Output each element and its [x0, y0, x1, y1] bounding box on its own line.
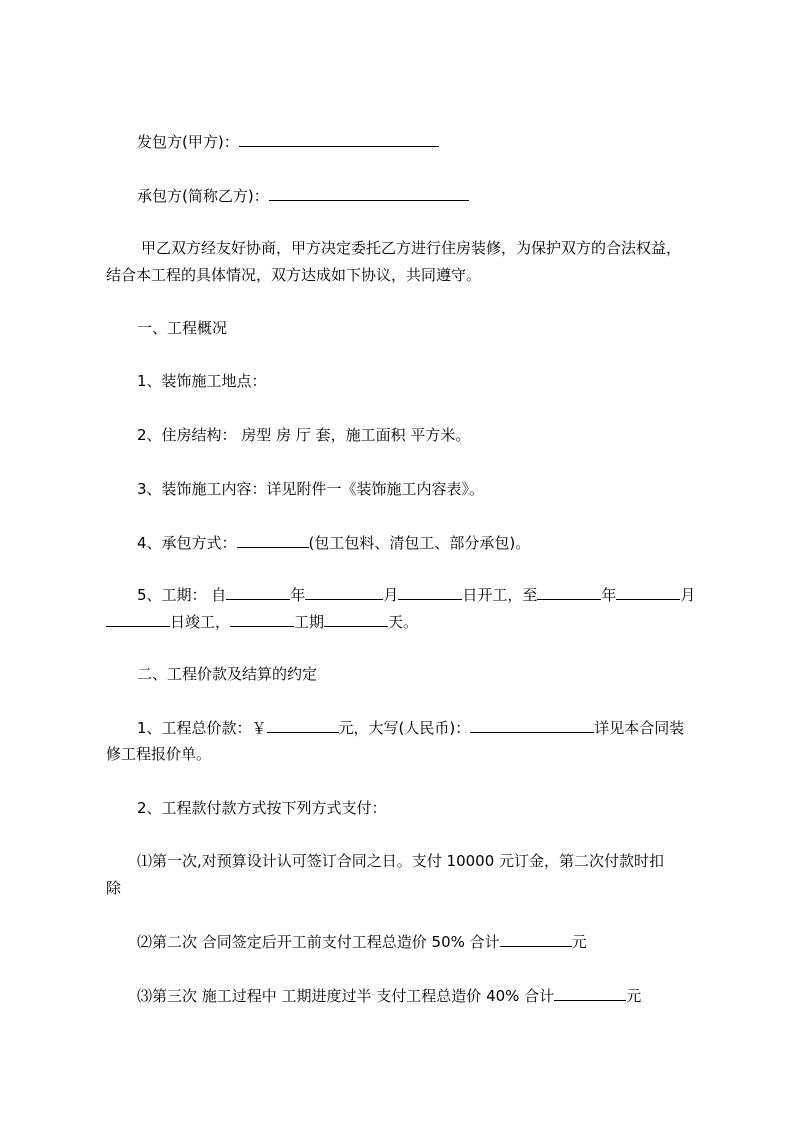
item-contract-mode — [137, 529, 530, 557]
intro-line-2: 结合本工程的具体情况，双方达成如下协议，共同遵守。 — [106, 266, 482, 284]
contract-mode-blank[interactable] — [237, 529, 309, 548]
period-label: 工期 — [294, 613, 325, 631]
capital-amount-blank[interactable] — [470, 714, 594, 733]
payment-1-line-1: ⑴第一次,对预算设计认可签订合同之日。支付 10000 元订金，第二次付款时扣 — [137, 852, 665, 870]
payment-method: 2、工程款付款方式按下列方式支付： — [137, 799, 387, 817]
end-day-blank[interactable] — [106, 608, 170, 627]
payment-2-label: ⑵第二次 合同签定后开工前支付工程总造价 50% 合计 — [137, 933, 500, 951]
item-schedule-line-1 — [137, 581, 695, 609]
days-blank[interactable] — [324, 608, 388, 627]
payment-3 — [137, 982, 641, 1010]
schedule-label: 5、工期： 自 — [137, 586, 227, 604]
price-list-ref: 详见本合同装 — [594, 719, 685, 737]
start-day-label: 日开工，至 — [462, 586, 538, 604]
payment-3-unit: 元 — [626, 987, 642, 1005]
total-price-label: 1、工程总价款：￥ — [137, 719, 267, 737]
payment-2 — [137, 928, 587, 956]
party-b-label: 承包方(简称乙方)： — [137, 187, 269, 205]
start-year-label: 年 — [290, 586, 306, 604]
section1-title: 一、工程概况 — [137, 319, 228, 337]
section2-title: 二、工程价款及结算的约定 — [137, 665, 318, 683]
start-month-blank[interactable] — [305, 581, 383, 600]
item-schedule-line-2 — [106, 608, 418, 636]
period-blank[interactable] — [230, 608, 294, 627]
total-price-blank[interactable] — [267, 714, 339, 733]
party-a-blank[interactable] — [239, 128, 439, 147]
start-year-blank[interactable] — [226, 581, 290, 600]
start-day-blank[interactable] — [398, 581, 462, 600]
contract-mode-options: (包工包料、清包工、部分承包)。 — [308, 534, 531, 552]
item-structure: 2、住房结构： 房型 房 厅 套，施工面积 平方米。 — [137, 426, 471, 444]
party-a-line — [137, 128, 439, 156]
payment-2-unit: 元 — [571, 933, 587, 951]
contract-mode-label: 4、承包方式： — [137, 534, 237, 552]
item-content: 3、装饰施工内容：详见附件一《装饰施工内容表》。 — [137, 480, 485, 498]
end-day-label: 日竣工， — [170, 613, 231, 631]
end-month-label: 月 — [680, 586, 696, 604]
party-a-label: 发包方(甲方)： — [137, 133, 239, 151]
total-price-line-1 — [137, 714, 684, 742]
total-price-line-2: 修工程报价单。 — [106, 745, 212, 763]
end-year-label: 年 — [601, 586, 617, 604]
party-b-blank[interactable] — [269, 182, 469, 201]
capital-label: 元，大写(人民币)： — [338, 719, 471, 737]
intro-line-1: 甲乙双方经友好协商，甲方决定委托乙方进行住房装修，为保护双方的合法权益， — [141, 239, 682, 257]
payment-2-blank[interactable] — [500, 928, 572, 947]
item-location: 1、装饰施工地点： — [137, 372, 267, 390]
payment-3-label: ⑶第三次 施工过程中 工期进度过半 支付工程总造价 40% 合计 — [137, 987, 555, 1005]
party-b-line — [137, 182, 469, 210]
payment-1-line-2: 除 — [106, 879, 122, 897]
days-label: 天。 — [388, 613, 419, 631]
start-month-label: 月 — [383, 586, 399, 604]
end-month-blank[interactable] — [616, 581, 680, 600]
payment-3-blank[interactable] — [554, 982, 626, 1001]
end-year-blank[interactable] — [537, 581, 601, 600]
